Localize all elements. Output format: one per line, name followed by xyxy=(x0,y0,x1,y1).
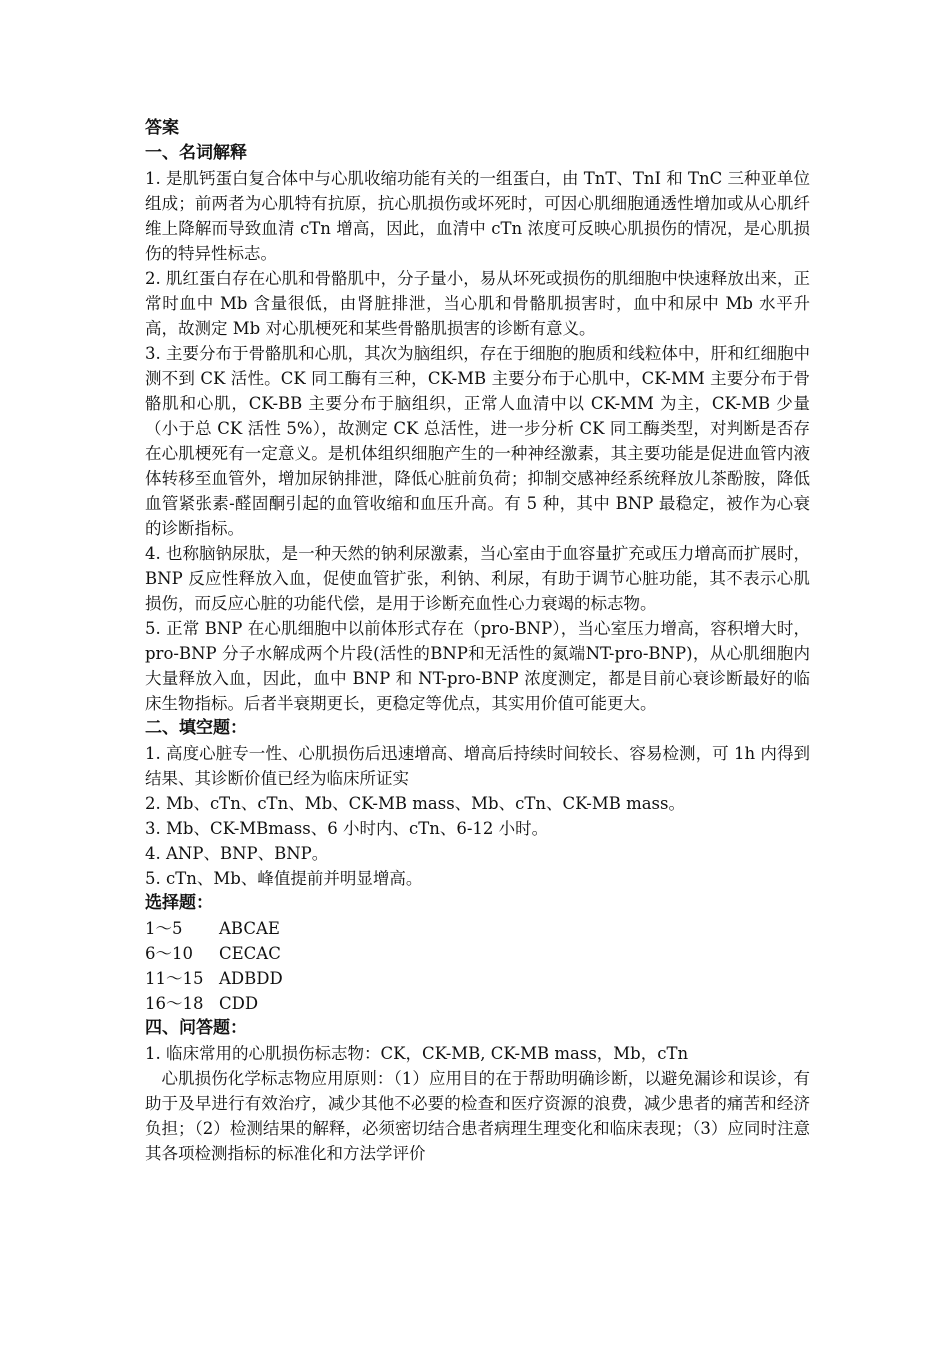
fill-in-item-5: 5. cTn、Mb、峰值提前并明显增高。 xyxy=(145,869,423,888)
choice-answer-row xyxy=(145,941,810,966)
choice-range: 16～18 xyxy=(145,994,204,1013)
definition-item-2: 2. 肌红蛋白存在心肌和骨骼肌中，分子量小，易从坏死或损伤的肌细胞中快速释放出来，正常时血中 Mb 含量很低，由肾脏排泄，当心肌和骨骼肌损害时，血中和尿中 Mb 水平升高，故测定 Mb 对心肌梗死和某些骨骼肌损害的诊断有意义。 xyxy=(145,269,810,338)
section-heading-choice: 选择题： xyxy=(145,893,213,913)
choice-answers: ABCAE xyxy=(219,919,280,938)
choice-answer-row xyxy=(145,916,810,941)
choice-answers: ADBDD xyxy=(219,969,283,988)
definition-item-3: 3. 主要分布于骨骼肌和心肌，其次为脑组织，存在于细胞的胞质和线粒体中，肝和红细胞中测不到 CK 活性。CK 同工酶有三种，CK-MB 主要分布于心肌中，CK-MM 主要分布于骨骼肌和心肌，CK-BB 主要分布于脑组织，正常人血清中以 CK-MM 为主，CK-MB 少量（小于总 CK 活性 5%），故测定 CK 总活性，进一步分析 CK 同工酶类型，对判断是否存在心肌梗死有一定意义。是机体组织细胞产生的一种神经激素，其主要功能是促进血管内液体转移至血管外，增加尿钠排泄，降低心脏前负荷；抑制交感神经系统释放儿茶酚胺，降低血管紧张素-醛固酮引起的血管收缩和血压升高。有 5 种，其中 BNP 最稳定，被作为心衰的诊断指标。 xyxy=(145,344,810,538)
choice-answer-row xyxy=(145,966,810,991)
definition-item-4: 4. 也称脑钠尿肽，是一种天然的钠利尿激素，当心室由于血容量扩充或压力增高而扩展时，BNP 反应性释放入血，促使血管扩张，利钠、利尿，有助于调节心脏功能，其不表示心肌损伤，而反应心脏的功能代偿，是用于诊断充血性心力衰竭的标志物。 xyxy=(145,544,810,613)
section-heading-definitions: 一、名词解释 xyxy=(145,143,247,163)
choice-answer-row xyxy=(145,991,810,1016)
choice-answers: CECAC xyxy=(219,944,281,963)
qa-item-1: 1. 临床常用的心肌损伤标志物：CK，CK-MB, CK-MB mass，Mb，cTn xyxy=(145,1044,689,1063)
choice-range: 1～5 xyxy=(145,919,183,938)
qa-item-1-body: 心肌损伤化学标志物应用原则：（1）应用目的在于帮助明确诊断，以避免漏诊和误诊，有助于及早进行有效治疗，减少其他不必要的检查和医疗资源的浪费，减少患者的痛苦和经济负担；（2）检测结果的解释，必须密切结合患者病理生理变化和临床表现；（3）应同时注意其各项检测指标的标准化和方法学评价 xyxy=(145,1069,810,1163)
choice-answers: CDD xyxy=(219,994,259,1013)
fill-in-item-1: 1. 高度心脏专一性、心肌损伤后迅速增高、增高后持续时间较长、容易检测，可 1h 内得到结果、其诊断价值已经为临床所证实 xyxy=(145,744,810,788)
definition-item-5: 5. 正常 BNP 在心肌细胞中以前体形式存在（pro-BNP），当心室压力增高，容积增大时，pro-BNP 分子水解成两个片段(活性的BNP和无活性的氮端NT-pro-BNP)，从心肌细胞内大量释放入血，因此，血中 BNP 和 NT-pro-BNP 浓度测定，都是目前心衰诊断最好的临床生物指标。后者半衰期更长，更稳定等优点，其实用价值可能更大。 xyxy=(145,619,810,713)
fill-in-item-4: 4. ANP、BNP、BNP。 xyxy=(145,844,329,863)
definition-item-1: 1. 是肌钙蛋白复合体中与心肌收缩功能有关的一组蛋白，由 TnT、TnI 和 TnC 三种亚单位组成；前两者为心肌特有抗原，抗心肌损伤或坏死时，可因心肌细胞通透性增加或从心肌纤维上降解而导致血清 cTn 增高，因此，血清中 cTn 浓度可反映心肌损伤的情况，是心肌损伤的特异性标志。 xyxy=(145,169,811,263)
choice-range: 6～10 xyxy=(145,944,193,963)
fill-in-item-2: 2. Mb、cTn、cTn、Mb、CK-MB mass、Mb、cTn、CK-MB mass。 xyxy=(145,794,685,813)
document-title: 答案 xyxy=(145,118,179,138)
section-heading-qa: 四、问答题： xyxy=(145,1018,247,1038)
section-heading-fill-in: 二、填空题： xyxy=(145,718,247,738)
answer-document xyxy=(145,116,810,1166)
fill-in-item-3: 3. Mb、CK-MBmass、6 小时内、cTn、6-12 小时。 xyxy=(145,819,549,838)
choice-range: 11～15 xyxy=(145,969,204,988)
